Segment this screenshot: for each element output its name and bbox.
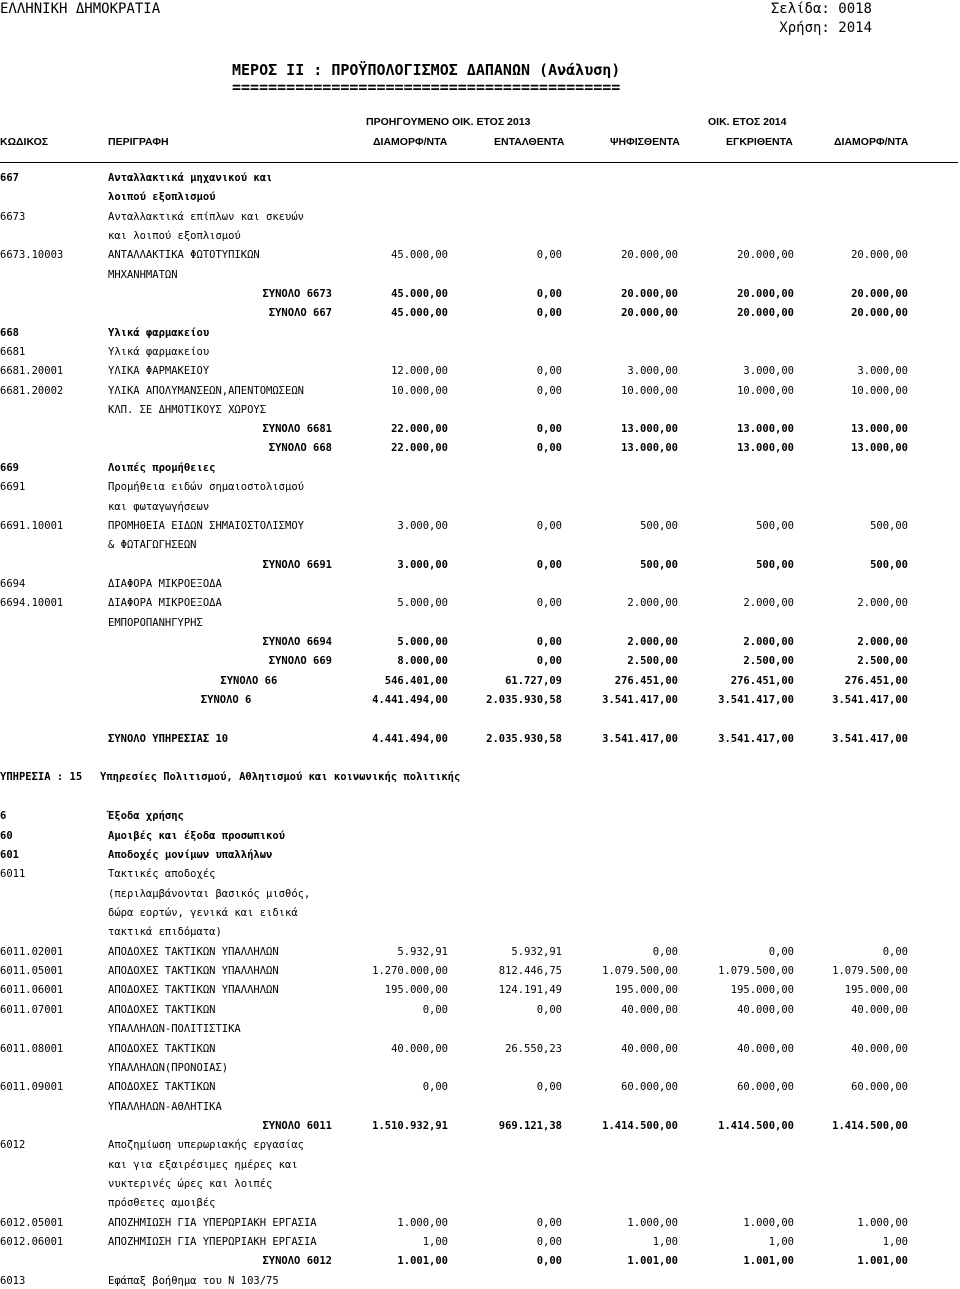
amount-cell: 1.079.500,00 (602, 965, 678, 977)
account-description: ΕΜΠΟΡΟΠΑΝΗΓΥΡΗΣ (108, 617, 203, 629)
amount-cell: 195.000,00 (730, 984, 794, 996)
amount-cell: 2.000,00 (743, 597, 794, 609)
table-row (0, 1099, 960, 1115)
table-row (0, 1234, 960, 1250)
column-voted: ΨΗΦΙΣΘΕΝΤΑ (610, 136, 680, 148)
current-year-header: ΟΙΚ. ΕΤΟΣ 2014 (708, 116, 787, 128)
account-code: 6694 (0, 578, 26, 590)
amount-cell: 20.000,00 (737, 249, 794, 261)
account-code: 667 (0, 172, 19, 184)
table-row (0, 1215, 960, 1231)
table-row (0, 247, 960, 263)
amount-cell: 2.000,00 (743, 636, 794, 648)
account-code: 60 (0, 830, 13, 842)
amount-cell: 1.414.500,00 (602, 1120, 678, 1132)
amount-cell: 2.035.930,58 (486, 694, 562, 706)
amount-cell: 4.441.494,00 (372, 733, 448, 745)
amount-cell: 2.000,00 (627, 636, 678, 648)
amount-cell: 40.000,00 (391, 1043, 448, 1055)
account-description: ΥΠΑΛΛΗΛΩΝ-ΑΘΛΗΤΙΚΑ (108, 1101, 222, 1113)
account-description: δώρα εορτών, γενικά και ειδικά (108, 907, 298, 919)
table-row (0, 615, 960, 631)
account-description: λοιπού εξοπλισμού (108, 191, 216, 203)
table-row (0, 576, 960, 592)
amount-cell: 1,00 (652, 1236, 678, 1248)
amount-cell: 0,00 (536, 1217, 562, 1229)
account-description: ΜΗΧΑΝΗΜΑΤΩΝ (108, 269, 178, 281)
amount-cell: 276.451,00 (614, 675, 678, 687)
amount-cell: 20.000,00 (851, 249, 908, 261)
amount-cell: 1.414.500,00 (718, 1120, 794, 1132)
account-code: 6011.05001 (0, 965, 64, 977)
amount-cell: 3.541.417,00 (718, 733, 794, 745)
account-description: πρόσθετες αμοιβές (108, 1197, 216, 1209)
account-description: ΥΛΙΚΑ ΦΑΡΜΑΚΕΙΟΥ (108, 365, 210, 377)
amount-cell: 546.401,00 (384, 675, 448, 687)
account-code: 6011.02001 (0, 946, 64, 958)
title-underline: =========================================== (232, 78, 621, 96)
amount-cell: 2.000,00 (627, 597, 678, 609)
account-description: Υλικά φαρμακείου (108, 327, 210, 339)
account-description: Αποζημίωση υπερωριακής εργασίας (108, 1139, 304, 1151)
amount-cell: 0,00 (536, 1236, 562, 1248)
account-code: 6011.08001 (0, 1043, 64, 1055)
amount-cell: 1.001,00 (857, 1255, 908, 1267)
amount-cell: 0,00 (652, 946, 678, 958)
account-description: ΔΙΑΦΟΡΑ ΜΙΚΡΟΕΞΟΔΑ (108, 578, 222, 590)
column-formed: ΔΙΑΜΟΡΦ/ΝΤΑ (834, 136, 909, 148)
amount-cell: 3.541.417,00 (602, 733, 678, 745)
account-code: 6012.06001 (0, 1236, 64, 1248)
page-number: Σελίδα: 0018 (770, 1, 872, 17)
amount-cell: 40.000,00 (621, 1004, 678, 1016)
table-row (0, 905, 960, 921)
table-row (0, 595, 960, 611)
account-code: 6011.06001 (0, 984, 64, 996)
total-label: ΣΥΝΟΛΟ 6673 (262, 288, 332, 300)
amount-cell: 1.001,00 (627, 1255, 678, 1267)
column-description: ΠΕΡΙΓΡΑΦΗ (108, 136, 169, 148)
account-code: 6694.10001 (0, 597, 64, 609)
amount-cell: 22.000,00 (391, 423, 448, 435)
account-description: ΥΠΑΛΛΗΛΩΝ-ΠΟΛΙΤΙΣΤΙΚΑ (108, 1023, 241, 1035)
total-row (0, 1253, 960, 1269)
amount-cell: 5.932,91 (397, 946, 448, 958)
amount-cell: 195.000,00 (614, 984, 678, 996)
account-description: ΑΠΟΖΗΜΙΩΣΗ ΓΙΑ ΥΠΕΡΩΡΙΑΚΗ ΕΡΓΑΣΙΑ (108, 1236, 317, 1248)
amount-cell: 10.000,00 (621, 385, 678, 397)
amount-cell: 500,00 (870, 520, 908, 532)
account-description: Υλικά φαρμακείου (108, 346, 210, 358)
amount-cell: 0,00 (536, 288, 562, 300)
account-code: 6673 (0, 211, 26, 223)
republic-label: ΕΛΛΗΝΙΚΗ ΔΗΜΟΚΡΑΤΙΑ (0, 1, 161, 17)
account-description: Εφάπαξ βοήθημα του Ν 103/75 (108, 1275, 279, 1287)
table-row (0, 325, 960, 341)
amount-cell: 195.000,00 (844, 984, 908, 996)
account-description: Τακτικές αποδοχές (108, 868, 216, 880)
amount-cell: 0,00 (768, 946, 794, 958)
amount-cell: 3.000,00 (627, 365, 678, 377)
amount-cell: 0,00 (536, 597, 562, 609)
account-description: Ανταλλακτικά μηχανικού και (108, 172, 273, 184)
table-row (0, 1002, 960, 1018)
column-approved: ΕΓΚΡΙΘΕΝΤΑ (726, 136, 793, 148)
account-code: 669 (0, 462, 19, 474)
amount-cell: 13.000,00 (737, 423, 794, 435)
amount-cell: 45.000,00 (391, 288, 448, 300)
table-row (0, 170, 960, 186)
amount-cell: 5.000,00 (397, 636, 448, 648)
amount-cell: 40.000,00 (737, 1004, 794, 1016)
table-row (0, 1137, 960, 1153)
account-description: τακτικά επιδόματα) (108, 926, 222, 938)
amount-cell: 12.000,00 (391, 365, 448, 377)
account-description: ΑΠΟΔΟΧΕΣ ΤΑΚΤΙΚΩΝ (108, 1043, 216, 1055)
amount-cell: 1.079.500,00 (718, 965, 794, 977)
amount-cell: 61.727,09 (505, 675, 562, 687)
amount-cell: 276.451,00 (844, 675, 908, 687)
account-code: 6681.20002 (0, 385, 64, 397)
amount-cell: 10.000,00 (391, 385, 448, 397)
amount-cell: 1,00 (882, 1236, 908, 1248)
amount-cell: 20.000,00 (621, 307, 678, 319)
account-description: Υπηρεσίες Πολιτισμού, Αθλητισμού και κοινωνικής πολιτικής (100, 771, 461, 783)
total-label: ΣΥΝΟΛΟ 668 (268, 442, 332, 454)
table-row (0, 383, 960, 399)
account-code: 6691 (0, 481, 26, 493)
column-prev-formed: ΔΙΑΜΟΡΦ/ΝΤΑ (373, 136, 448, 148)
amount-cell: 1.001,00 (397, 1255, 448, 1267)
fiscal-year: Χρήση: 2014 (779, 20, 872, 36)
amount-cell: 0,00 (422, 1004, 448, 1016)
account-description: ΑΠΟΔΟΧΕΣ ΤΑΚΤΙΚΩΝ (108, 1004, 216, 1016)
account-description: νυκτερινές ώρες και λοιπές (108, 1178, 273, 1190)
amount-cell: 1.414.500,00 (832, 1120, 908, 1132)
amount-cell: 1,00 (768, 1236, 794, 1248)
account-description: ΥΛΙΚΑ ΑΠΟΛΥΜΑΝΣΕΩΝ,ΑΠΕΝΤΟΜΩΣΕΩΝ (108, 385, 304, 397)
amount-cell: 1.000,00 (857, 1217, 908, 1229)
amount-cell: 22.000,00 (391, 442, 448, 454)
total-label: ΣΥΝΟΛΟ 6691 (262, 559, 332, 571)
account-code: 601 (0, 849, 19, 861)
amount-cell: 0,00 (536, 307, 562, 319)
amount-cell: 500,00 (756, 559, 794, 571)
account-code: 6681.20001 (0, 365, 64, 377)
amount-cell: 500,00 (640, 520, 678, 532)
amount-cell: 60.000,00 (621, 1081, 678, 1093)
table-row (0, 1021, 960, 1037)
account-code: 6681 (0, 346, 26, 358)
account-code: 6691.10001 (0, 520, 64, 532)
amount-cell: 3.000,00 (397, 559, 448, 571)
amount-cell: 3.541.417,00 (602, 694, 678, 706)
amount-cell: 0,00 (536, 1004, 562, 1016)
table-row (0, 1176, 960, 1192)
total-row (0, 1118, 960, 1134)
table-row (0, 189, 960, 205)
account-description: και για εξαιρέσιμες ημέρες και (108, 1159, 298, 1171)
amount-cell: 40.000,00 (737, 1043, 794, 1055)
account-description: ΣΥΝΟΛΟ ΥΠΗΡΕΣΙΑΣ 10 (108, 733, 229, 745)
account-code: ΥΠΗΡΕΣΙΑ : 15 (0, 771, 83, 783)
account-code: 6 (0, 810, 7, 822)
amount-cell: 3.000,00 (743, 365, 794, 377)
account-description: ΑΠΟΔΟΧΕΣ ΤΑΚΤΙΚΩΝ (108, 1081, 216, 1093)
amount-cell: 0,00 (536, 249, 562, 261)
amount-cell: 0,00 (536, 365, 562, 377)
amount-cell: 276.451,00 (730, 675, 794, 687)
table-row (0, 847, 960, 863)
account-description: ΥΠΑΛΛΗΛΩΝ(ΠΡΟΝΟΙΑΣ) (108, 1062, 229, 1074)
amount-cell: 2.500,00 (857, 655, 908, 667)
column-prev-mandated: ΕΝΤΑΛΘΕΝΤΑ (494, 136, 565, 148)
account-description: ΑΠΟΔΟΧΕΣ ΤΑΚΤΙΚΩΝ ΥΠΑΛΛΗΛΩΝ (108, 984, 279, 996)
total-label: ΣΥΝΟΛΟ 6 (200, 694, 252, 706)
total-row (0, 440, 960, 456)
amount-cell: 1.000,00 (627, 1217, 678, 1229)
amount-cell: 13.000,00 (621, 442, 678, 454)
table-row (0, 944, 960, 960)
amount-cell: 500,00 (756, 520, 794, 532)
amount-cell: 20.000,00 (621, 288, 678, 300)
amount-cell: 13.000,00 (737, 442, 794, 454)
table-row (0, 1273, 960, 1289)
table-row (0, 402, 960, 418)
amount-cell: 45.000,00 (391, 307, 448, 319)
amount-cell: 1.000,00 (743, 1217, 794, 1229)
total-row (0, 653, 960, 669)
column-code: ΚΩΔΙΚΟΣ (0, 136, 49, 148)
total-row (0, 421, 960, 437)
account-description: ΑΠΟΖΗΜΙΩΣΗ ΓΙΑ ΥΠΕΡΩΡΙΑΚΗ ΕΡΓΑΣΙΑ (108, 1217, 317, 1229)
total-row (0, 634, 960, 650)
amount-cell: 45.000,00 (391, 249, 448, 261)
account-code: 6012 (0, 1139, 26, 1151)
amount-cell: 1.001,00 (743, 1255, 794, 1267)
amount-cell: 20.000,00 (851, 307, 908, 319)
table-row (0, 1157, 960, 1173)
amount-cell: 195.000,00 (384, 984, 448, 996)
amount-cell: 124.191,49 (498, 984, 562, 996)
table-row (0, 363, 960, 379)
amount-cell: 60.000,00 (737, 1081, 794, 1093)
amount-cell: 3.541.417,00 (832, 694, 908, 706)
account-description: ΑΠΟΔΟΧΕΣ ΤΑΚΤΙΚΩΝ ΥΠΑΛΛΗΛΩΝ (108, 946, 279, 958)
account-code: 6011.07001 (0, 1004, 64, 1016)
amount-cell: 2.500,00 (743, 655, 794, 667)
prev-year-header: ΠΡΟΗΓΟΥΜΕΝΟ ΟΙΚ. ΕΤΟΣ 2013 (366, 116, 531, 128)
account-description: & ΦΩΤΑΓΩΓΗΣΕΩΝ (108, 539, 197, 551)
amount-cell: 3.000,00 (857, 365, 908, 377)
amount-cell: 0,00 (536, 655, 562, 667)
table-row (0, 499, 960, 515)
account-code: 6012.05001 (0, 1217, 64, 1229)
amount-cell: 969.121,38 (498, 1120, 562, 1132)
table-row (0, 731, 960, 747)
table-row (0, 808, 960, 824)
total-label: ΣΥΝΟΛΟ 669 (268, 655, 332, 667)
amount-cell: 3.541.417,00 (718, 694, 794, 706)
account-description: Αποδοχές μονίμων υπαλλήλων (108, 849, 273, 861)
total-label: ΣΥΝΟΛΟ 667 (268, 307, 332, 319)
table-row (0, 769, 960, 785)
table-row (0, 963, 960, 979)
amount-cell: 2.000,00 (857, 636, 908, 648)
account-code: 6011.09001 (0, 1081, 64, 1093)
account-description: και φωταγωγήσεων (108, 501, 210, 513)
total-row (0, 305, 960, 321)
table-row (0, 228, 960, 244)
amount-cell: 10.000,00 (851, 385, 908, 397)
account-description: ΚΛΠ. ΣΕ ΔΗΜΟΤΙΚΟΥΣ ΧΩΡΟΥΣ (108, 404, 267, 416)
account-code: 6011 (0, 868, 26, 880)
account-description: Έξοδα χρήσης (108, 810, 184, 822)
amount-cell: 500,00 (640, 559, 678, 571)
amount-cell: 20.000,00 (621, 249, 678, 261)
header-divider (0, 162, 958, 163)
amount-cell: 20.000,00 (737, 288, 794, 300)
table-row (0, 886, 960, 902)
account-description: (περιλαμβάνονται βασικός μισθός, (108, 888, 311, 900)
table-row (0, 518, 960, 534)
amount-cell: 3.541.417,00 (832, 733, 908, 745)
table-row (0, 479, 960, 495)
amount-cell: 40.000,00 (851, 1043, 908, 1055)
amount-cell: 0,00 (882, 946, 908, 958)
amount-cell: 0,00 (536, 385, 562, 397)
amount-cell: 2.500,00 (627, 655, 678, 667)
amount-cell: 20.000,00 (737, 307, 794, 319)
table-row (0, 924, 960, 940)
account-description: Λοιπές προμήθειες (108, 462, 216, 474)
account-code: 668 (0, 327, 19, 339)
amount-cell: 26.550,23 (505, 1043, 562, 1055)
account-description: Ανταλλακτικά επίπλων και σκευών (108, 211, 304, 223)
account-description: Αμοιβές και έξοδα προσωπικού (108, 830, 286, 842)
total-row (0, 692, 960, 708)
table-row (0, 828, 960, 844)
total-label: ΣΥΝΟΛΟ 6011 (262, 1120, 332, 1132)
table-row (0, 460, 960, 476)
amount-cell: 5.000,00 (397, 597, 448, 609)
amount-cell: 10.000,00 (737, 385, 794, 397)
amount-cell: 1,00 (422, 1236, 448, 1248)
amount-cell: 0,00 (536, 636, 562, 648)
total-row (0, 286, 960, 302)
table-row (0, 1079, 960, 1095)
amount-cell: 1.000,00 (397, 1217, 448, 1229)
amount-cell: 0,00 (422, 1081, 448, 1093)
amount-cell: 4.441.494,00 (372, 694, 448, 706)
amount-cell: 0,00 (536, 559, 562, 571)
table-row (0, 1060, 960, 1076)
account-code: 6013 (0, 1275, 26, 1287)
amount-cell: 13.000,00 (851, 442, 908, 454)
amount-cell: 60.000,00 (851, 1081, 908, 1093)
amount-cell: 13.000,00 (851, 423, 908, 435)
total-label: ΣΥΝΟΛΟ 6012 (262, 1255, 332, 1267)
table-row (0, 267, 960, 283)
amount-cell: 40.000,00 (851, 1004, 908, 1016)
total-row (0, 557, 960, 573)
account-description: και λοιπού εξοπλισμού (108, 230, 241, 242)
amount-cell: 3.000,00 (397, 520, 448, 532)
total-label: ΣΥΝΟΛΟ 6694 (262, 636, 332, 648)
total-label: ΣΥΝΟΛΟ 6681 (262, 423, 332, 435)
table-row (0, 344, 960, 360)
account-code: 6673.10003 (0, 249, 64, 261)
table-row (0, 982, 960, 998)
amount-cell: 1.079.500,00 (832, 965, 908, 977)
account-description: ΑΝΤΑΛΛΑΚΤΙΚΑ ΦΩΤΟΤΥΠΙΚΩΝ (108, 249, 260, 261)
amount-cell: 812.446,75 (498, 965, 562, 977)
amount-cell: 0,00 (536, 442, 562, 454)
amount-cell: 2.000,00 (857, 597, 908, 609)
total-row (0, 673, 960, 689)
amount-cell: 0,00 (536, 423, 562, 435)
amount-cell: 20.000,00 (851, 288, 908, 300)
table-row (0, 1041, 960, 1057)
table-row (0, 866, 960, 882)
account-description: ΠΡΟΜΗΘΕΙΑ ΕΙΔΩΝ ΣΗΜΑΙΟΣΤΟΛΙΣΜΟΥ (108, 520, 304, 532)
table-row (0, 1195, 960, 1211)
amount-cell: 13.000,00 (621, 423, 678, 435)
amount-cell: 8.000,00 (397, 655, 448, 667)
account-description: Προμήθεια ειδών σημαιοστολισμού (108, 481, 304, 493)
amount-cell: 0,00 (536, 1255, 562, 1267)
page-title: ΜΕΡΟΣ ΙΙ : ΠΡΟΫΠΟΛΟΓΙΣΜΟΣ ΔΑΠΑΝΩΝ (Ανάλυση) (232, 61, 621, 79)
amount-cell: 5.932,91 (511, 946, 562, 958)
amount-cell: 1.510.932,91 (372, 1120, 448, 1132)
total-label: ΣΥΝΟΛΟ 66 (220, 675, 278, 687)
table-row (0, 209, 960, 225)
amount-cell: 1.270.000,00 (372, 965, 448, 977)
amount-cell: 40.000,00 (621, 1043, 678, 1055)
amount-cell: 2.035.930,58 (486, 733, 562, 745)
table-row (0, 537, 960, 553)
amount-cell: 0,00 (536, 1081, 562, 1093)
amount-cell: 0,00 (536, 520, 562, 532)
amount-cell: 500,00 (870, 559, 908, 571)
account-description: ΑΠΟΔΟΧΕΣ ΤΑΚΤΙΚΩΝ ΥΠΑΛΛΗΛΩΝ (108, 965, 279, 977)
account-description: ΔΙΑΦΟΡΑ ΜΙΚΡΟΕΞΟΔΑ (108, 597, 222, 609)
